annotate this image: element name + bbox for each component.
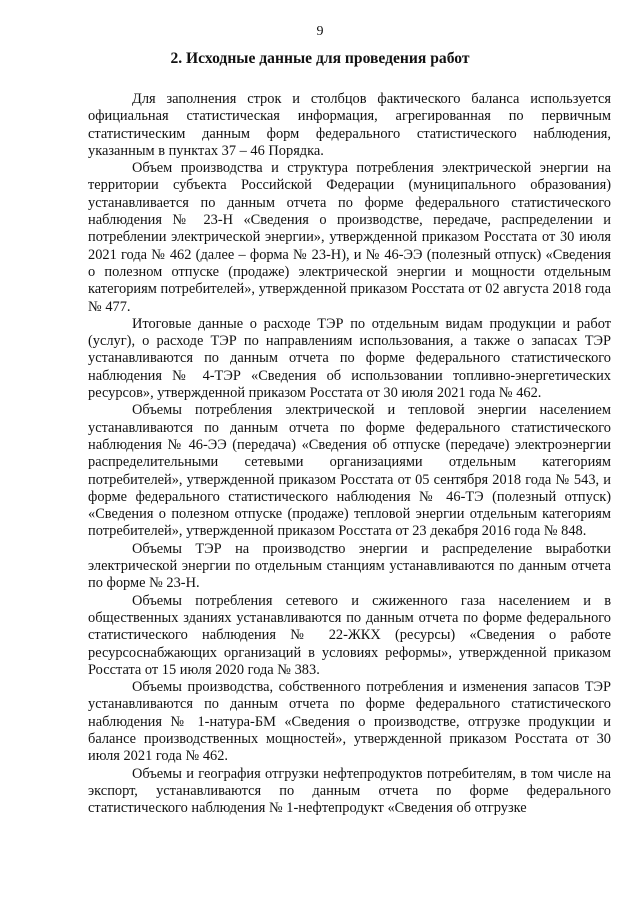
paragraph-4: Объемы потребления электрической и тепловой энергии населением устанавливаются по данным отчета по форме федерального статистического наблюдения № 46-ЭЭ (передача) «Сведения об отпуске (передаче) электроэнергии распределительными сетевыми организациями отдельным категориям потребителей», утвержденной приказом Росстата от 05 сентября 2018 года № 543, и форме федерального статистического наблюдения № 46-ТЭ (полезный отпуск) «Сведения о полезном отпуске (продаже) тепловой энергии отдельным категориям потребителей», утвержденной приказом Росстата от 23 декабря 2016 года № 848. [88, 402, 611, 540]
paragraph-5: Объемы ТЭР на производство энергии и распределение выработки электрической энергии по отдельным станциям устанавливаются по данным отчета по форме № 23-Н. [88, 540, 611, 592]
paragraph-7: Объемы производства, собственного потребления и изменения запасов ТЭР устанавливаются по данным отчета по форме федерального статистического наблюдения № 1-натура-БМ «Сведения о производстве, отгрузке продукции и балансе производственных мощностей», утвержденной приказом Росстата от 30 июля 2021 года № 462. [88, 679, 611, 765]
document-body [88, 91, 611, 817]
paragraph-6: Объемы потребления сетевого и сжиженного газа населением и в общественных зданиях устанавливаются по данным отчета по форме федерального статистического наблюдения № 22-ЖКХ (ресурсы) «Сведения о работе ресурсоснабжающих организаций в условиях реформы», утвержденной приказом Росстата от 15 июля 2020 года № 383. [88, 592, 611, 678]
paragraph-3: Итоговые данные о расходе ТЭР по отдельным видам продукции и работ (услуг), о расходе ТЭР по направлениям использования, а также о запасах ТЭР устанавливаются по данным отчета по форме федерального статистического наблюдения № 4-ТЭР «Сведения об использовании топливно-энергетических ресурсов», утвержденной приказом Росстата от 30 июля 2021 года № 462. [88, 315, 611, 402]
paragraph-1: Для заполнения строк и столбцов фактического баланса используется официальная статистическая информация, агрегированная по первичным статистическим данным форм федерального статистического наблюдения, указанным в пунктах 37 – 46 Порядка. [88, 91, 611, 159]
paragraph-8: Объемы и география отгрузки нефтепродуктов потребителям, в том числе на экспорт, устанавливаются по данным отчета по форме федерального статистического наблюдения № 1-нефтепродукт «Сведения об отгрузке [88, 765, 611, 817]
section-heading: 2. Исходные данные для проведения работ [170, 50, 470, 67]
paragraph-2: Объем производства и структура потребления электрической энергии на территории субъекта Российской Федерации (муниципального образования) устанавливается по данным отчета по форме федерального статистического наблюдения № 23-Н «Сведения о производстве, передаче, распределении и потреблении электрической энергии», утвержденной приказом Росстата от 30 июля 2021 года № 462 (далее – форма № 23-Н), и № 46-ЭЭ (полезный отпуск) «Сведения о полезном отпуске (продаже) электрической энергии и мощности отдельным категориям потребителей», утвержденной приказом Росстата от 02 августа 2018 года № 477. [88, 160, 611, 315]
page-number: 9 [316, 24, 324, 39]
